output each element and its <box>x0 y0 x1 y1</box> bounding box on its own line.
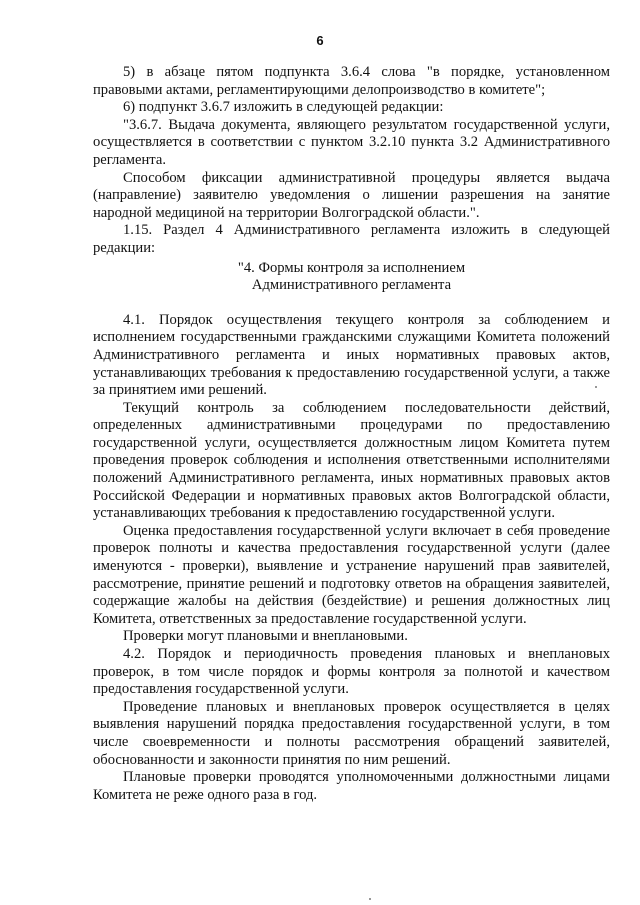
section-heading-line-2: Административного регламента <box>251 277 452 294</box>
page-number: 6 <box>316 33 324 48</box>
paragraph-fixation-method: Способом фиксации административной процедуры является выдача (направление) заявителю уведомления о лишении разрешения на занятие народной медициной на территории Волгоградской области.". <box>93 169 610 221</box>
paragraph-4-1: 4.1. Порядок осуществления текущего контроля за соблюдением и исполнением государственными гражданскими служащими Комитета положений Административного регламента и иных нормативных правовых актов, устанавливающих требования к предоставлению государственной услуги, а также за принятием ими решений. <box>93 311 610 399</box>
blank-line <box>93 295 610 312</box>
paragraph-3-6-7: "3.6.7. Выдача документа, являющего результатом государственной услуги, осуществляется в соответствии с пунктом 3.2.10 пункта 3.2 Административного регламента. <box>93 116 610 168</box>
paragraph-inspection-purpose: Проведение плановых и внеплановых проверок осуществляется в целях выявления нарушений порядка предоставления государственной услуги, в том числе своевременности и полноты рассмотрения обращений заявителей, обоснованности и законности принятия по ним решений. <box>93 698 610 768</box>
paragraph-item-5: 5) в абзаце пятом подпункта 3.6.4 слова "в порядке, установленном правовыми актами, регламентирующими делопроизводство в комитете"; <box>93 64 610 98</box>
scan-artifact-dot <box>369 898 371 900</box>
paragraph-4-2: 4.2. Порядок и периодичность проведения плановых и внеплановых проверок, в том числе порядок и формы контроля за полнотой и качеством предоставления государственной услуги. <box>93 646 610 698</box>
paragraph-inspection-types: Проверки могут плановыми и внеплановыми. <box>123 628 408 645</box>
paragraph-scheduled-inspections: Плановые проверки проводятся уполномоченными должностными лицами Комитета не реже одного раза в год. <box>93 769 610 803</box>
paragraph-item-6: 6) подпункт 3.6.7 изложить в следующей редакции: <box>123 99 444 116</box>
scan-artifact-dot <box>595 386 597 388</box>
section-heading-line-1: "4. Формы контроля за исполнением <box>237 259 466 276</box>
paragraph-assessment: Оценка предоставления государственной услуги включает в себя проведение проверок полноты и качества предоставления государственной услуги (далее именуются - проверки), выявление и устранение нарушений прав заявителей, рассмотрение, принятие решений и подготовку ответов на обращения заявителей, содержащие жалобы на действия (бездействие) и решения должностных лиц Комитета, ответственных за предоставление государственной услуги. <box>93 522 610 627</box>
paragraph-1-15: 1.15. Раздел 4 Административного регламента изложить в следующей редакции: <box>93 222 610 256</box>
document-body <box>93 64 610 804</box>
paragraph-current-control: Текущий контроль за соблюдением последовательности действий, определенных административными процедурами по предоставлению государственной услуги, осуществляется должностным лицом Комитета путем проведения проверок соблюдения и исполнения ответственными исполнителями положений Административного регламента, иных нормативных правовых актов Российской Федерации и нормативных правовых актов Волгоградской области, устанавливающих требования к предоставлению государственной услуги. <box>93 399 610 522</box>
section-heading <box>93 260 610 295</box>
